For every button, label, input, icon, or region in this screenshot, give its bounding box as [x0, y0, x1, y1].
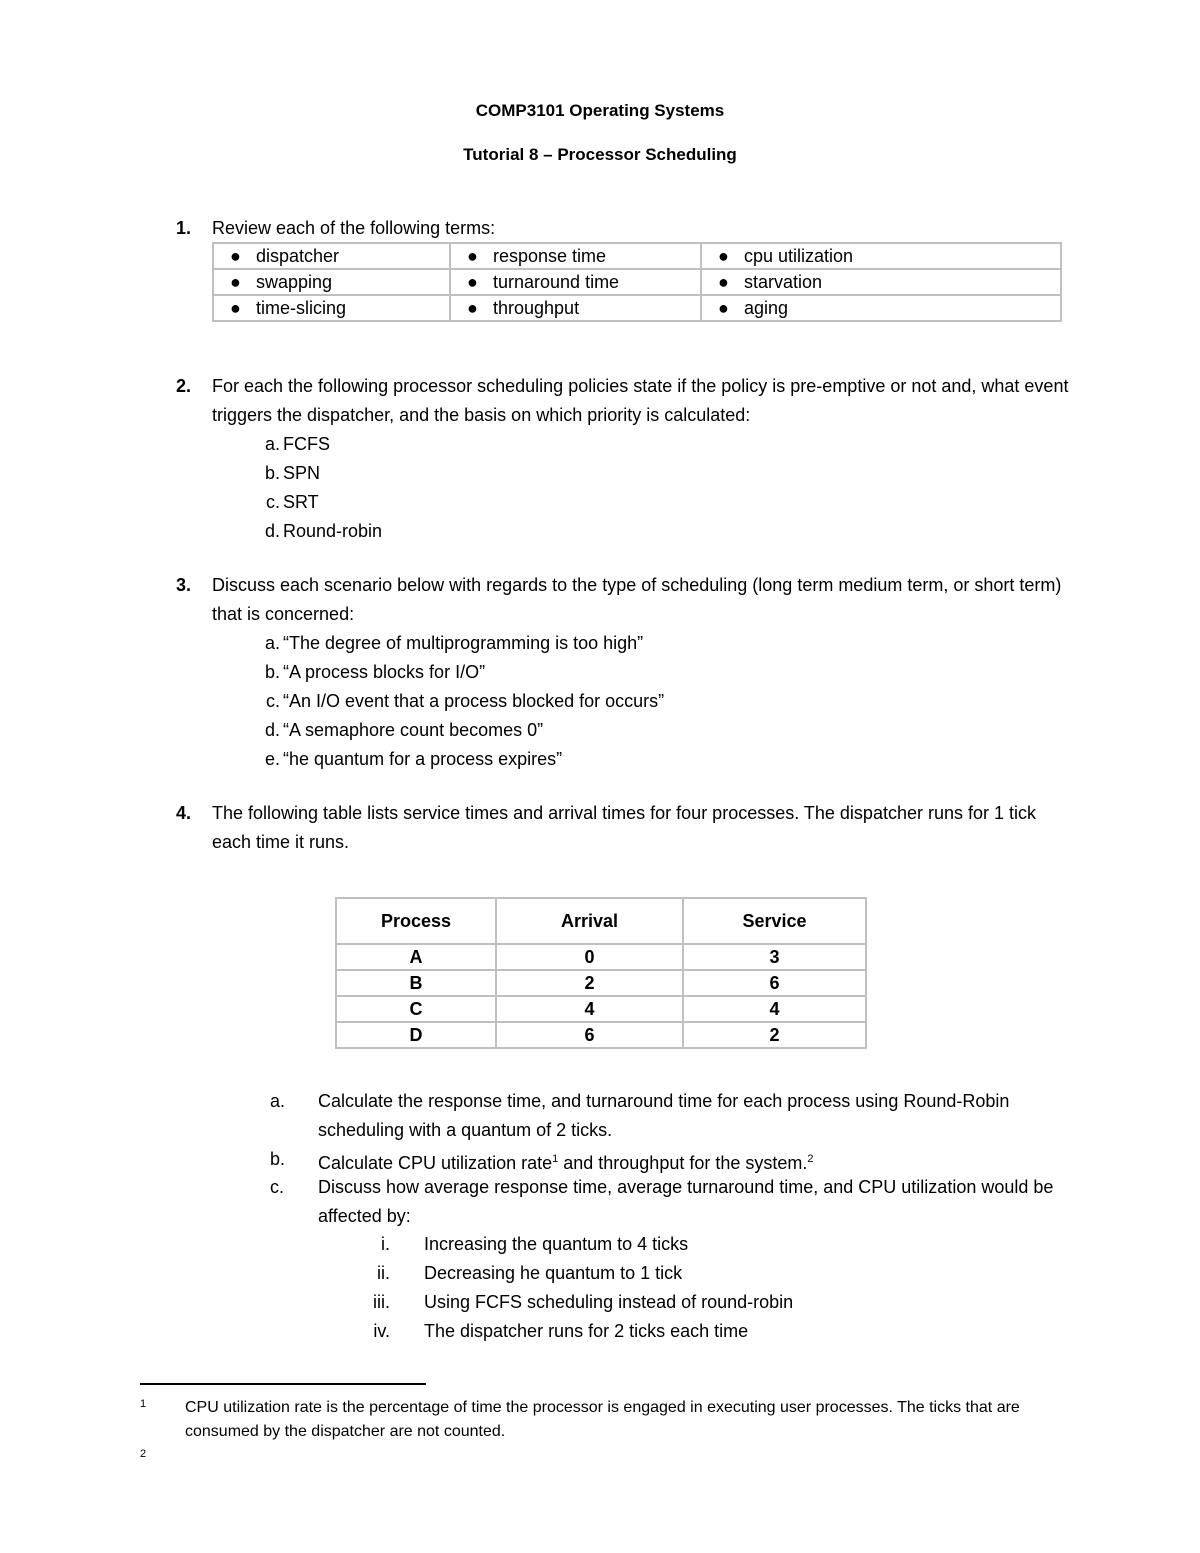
item-text: “he quantum for a process expires”: [283, 749, 563, 769]
course-title: COMP3101 Operating Systems: [475, 101, 725, 120]
list-item: [212, 687, 1076, 716]
table-row: [336, 970, 866, 996]
bullet-icon: ●: [230, 271, 241, 292]
list-item: [212, 430, 1076, 459]
term-cell: [213, 243, 450, 269]
footnote-number: 2: [140, 1448, 147, 1460]
table-row: [336, 996, 866, 1022]
table-cell: D: [336, 1022, 496, 1048]
item-text: “The degree of multiprogramming is too high”: [283, 633, 644, 653]
item-label: e.: [264, 749, 280, 769]
question-4c: [270, 1173, 1090, 1231]
term-text: turnaround time: [493, 271, 620, 292]
question-number: 1.: [176, 218, 192, 238]
list-item: [212, 488, 1076, 517]
table-cell: 3: [683, 944, 866, 970]
bullet-icon: ●: [718, 297, 729, 318]
footnote-divider: [140, 1383, 426, 1385]
table-header-row: [336, 898, 866, 944]
table-cell: 6: [683, 970, 866, 996]
tutorial-title: Tutorial 8 – Processor Scheduling: [463, 145, 737, 164]
term-cell: [213, 295, 450, 321]
term-cell: [701, 269, 1061, 295]
question-number: 4.: [176, 803, 192, 823]
list-item: [212, 745, 1076, 774]
item-text: “A semaphore count becomes 0”: [283, 720, 544, 740]
item-text: “An I/O event that a process blocked for occurs”: [283, 691, 665, 711]
table-row: [213, 269, 1061, 295]
item-label: c.: [265, 492, 280, 512]
footnote-ref[interactable]: 1: [552, 1153, 559, 1165]
footnote-number: 1: [140, 1398, 147, 1410]
table-cell: 2: [683, 1022, 866, 1048]
terms-table: [212, 242, 1062, 322]
question-text: For each the following processor scheduling policies state if the policy is pre-emptive or not and, what event triggers the dispatcher, and the basis on which priority is calculated:: [212, 376, 1069, 425]
bullet-icon: ●: [230, 297, 241, 318]
table-row: [213, 295, 1061, 321]
item-label: b.: [264, 662, 280, 682]
table-cell: B: [336, 970, 496, 996]
table-row: [336, 1022, 866, 1048]
item-text: Discuss how average response time, average turnaround time, and CPU utilization would be affected by:: [318, 1177, 1054, 1226]
item-label: ii.: [377, 1263, 390, 1283]
list-item: [360, 1259, 960, 1288]
item-label: d.: [264, 521, 280, 541]
term-text: swapping: [256, 271, 333, 292]
list-item: [212, 459, 1076, 488]
item-text-part: Calculate CPU utilization rate: [318, 1153, 553, 1173]
question-text: The following table lists service times and arrival times for four processes. The dispatcher runs for 1 tick each time it runs.: [212, 803, 1037, 852]
term-text: aging: [744, 297, 789, 318]
item-label: d.: [264, 720, 280, 740]
term-text: throughput: [493, 297, 580, 318]
question-2: [176, 372, 1076, 546]
question-4a: [270, 1087, 1090, 1145]
bullet-icon: ●: [467, 245, 478, 266]
item-label: iv.: [373, 1321, 390, 1341]
list-item: [212, 517, 1076, 546]
bullet-icon: ●: [467, 297, 478, 318]
question-4: [176, 799, 1076, 857]
table-cell: 2: [496, 970, 683, 996]
term-cell: [450, 295, 701, 321]
table-cell: A: [336, 944, 496, 970]
item-text: SRT: [283, 492, 319, 512]
list-item: [212, 629, 1076, 658]
item-text: The dispatcher runs for 2 ticks each time: [424, 1321, 749, 1341]
bullet-icon: ●: [467, 271, 478, 292]
term-text: time-slicing: [256, 297, 347, 318]
term-text: cpu utilization: [744, 245, 854, 266]
item-text: FCFS: [283, 434, 330, 454]
table-cell: 4: [496, 996, 683, 1022]
question-3: [176, 571, 1076, 774]
table-cell: 6: [496, 1022, 683, 1048]
item-text-part: and throughput for the system.: [558, 1153, 808, 1173]
footnote-ref[interactable]: 2: [807, 1153, 814, 1165]
question-text: Discuss each scenario below with regards to the type of scheduling (long term medium term, or short term) that is concerned:: [212, 575, 1062, 624]
item-label: c.: [265, 691, 280, 711]
question-number: 2.: [176, 376, 192, 396]
term-cell: [213, 269, 450, 295]
column-header: Process: [336, 898, 496, 944]
footnote-text: CPU utilization rate is the percentage of time the processor is engaged in executing user processes. The ticks that are consumed by the dispatcher are not counted.: [185, 1399, 1020, 1440]
item-label: c.: [270, 1177, 285, 1197]
table-row: [336, 944, 866, 970]
table-cell: 0: [496, 944, 683, 970]
term-text: dispatcher: [256, 245, 340, 266]
item-label: i.: [381, 1234, 390, 1254]
list-item: [360, 1317, 960, 1346]
item-text: Using FCFS scheduling instead of round-robin: [424, 1292, 794, 1312]
question-text: Review each of the following terms:: [212, 218, 496, 238]
question-number: 3.: [176, 575, 192, 595]
bullet-icon: ●: [718, 271, 729, 292]
column-header: Arrival: [496, 898, 683, 944]
item-text: SPN: [283, 463, 321, 483]
item-label: a.: [264, 633, 280, 653]
item-label: iii.: [373, 1292, 390, 1312]
process-table: [335, 897, 867, 1049]
term-cell: [701, 295, 1061, 321]
item-label: b.: [270, 1149, 286, 1169]
question-1: [176, 214, 1076, 243]
list-item: [360, 1288, 960, 1317]
list-item: [212, 716, 1076, 745]
list-item: [360, 1230, 960, 1259]
item-text: Increasing the quantum to 4 ticks: [424, 1234, 689, 1254]
list-item: [212, 658, 1076, 687]
table-cell: C: [336, 996, 496, 1022]
bullet-icon: ●: [230, 245, 241, 266]
item-text: Calculate the response time, and turnaround time for each process using Round-Robin scheduling with a quantum of 2 ticks.: [318, 1091, 1010, 1140]
footnote: [140, 1396, 1060, 1444]
term-cell: [450, 243, 701, 269]
table-row: [213, 243, 1061, 269]
term-cell: [701, 243, 1061, 269]
item-text: “A process blocks for I/O”: [283, 662, 486, 682]
term-cell: [450, 269, 701, 295]
table-cell: 4: [683, 996, 866, 1022]
bullet-icon: ●: [718, 245, 729, 266]
item-label: a.: [264, 434, 280, 454]
term-text: starvation: [744, 271, 823, 292]
item-text: Round-robin: [283, 521, 383, 541]
item-label: b.: [264, 463, 280, 483]
item-text: Decreasing he quantum to 1 tick: [424, 1263, 683, 1283]
column-header: Service: [683, 898, 866, 944]
item-label: a.: [270, 1091, 286, 1111]
term-text: response time: [493, 245, 607, 266]
